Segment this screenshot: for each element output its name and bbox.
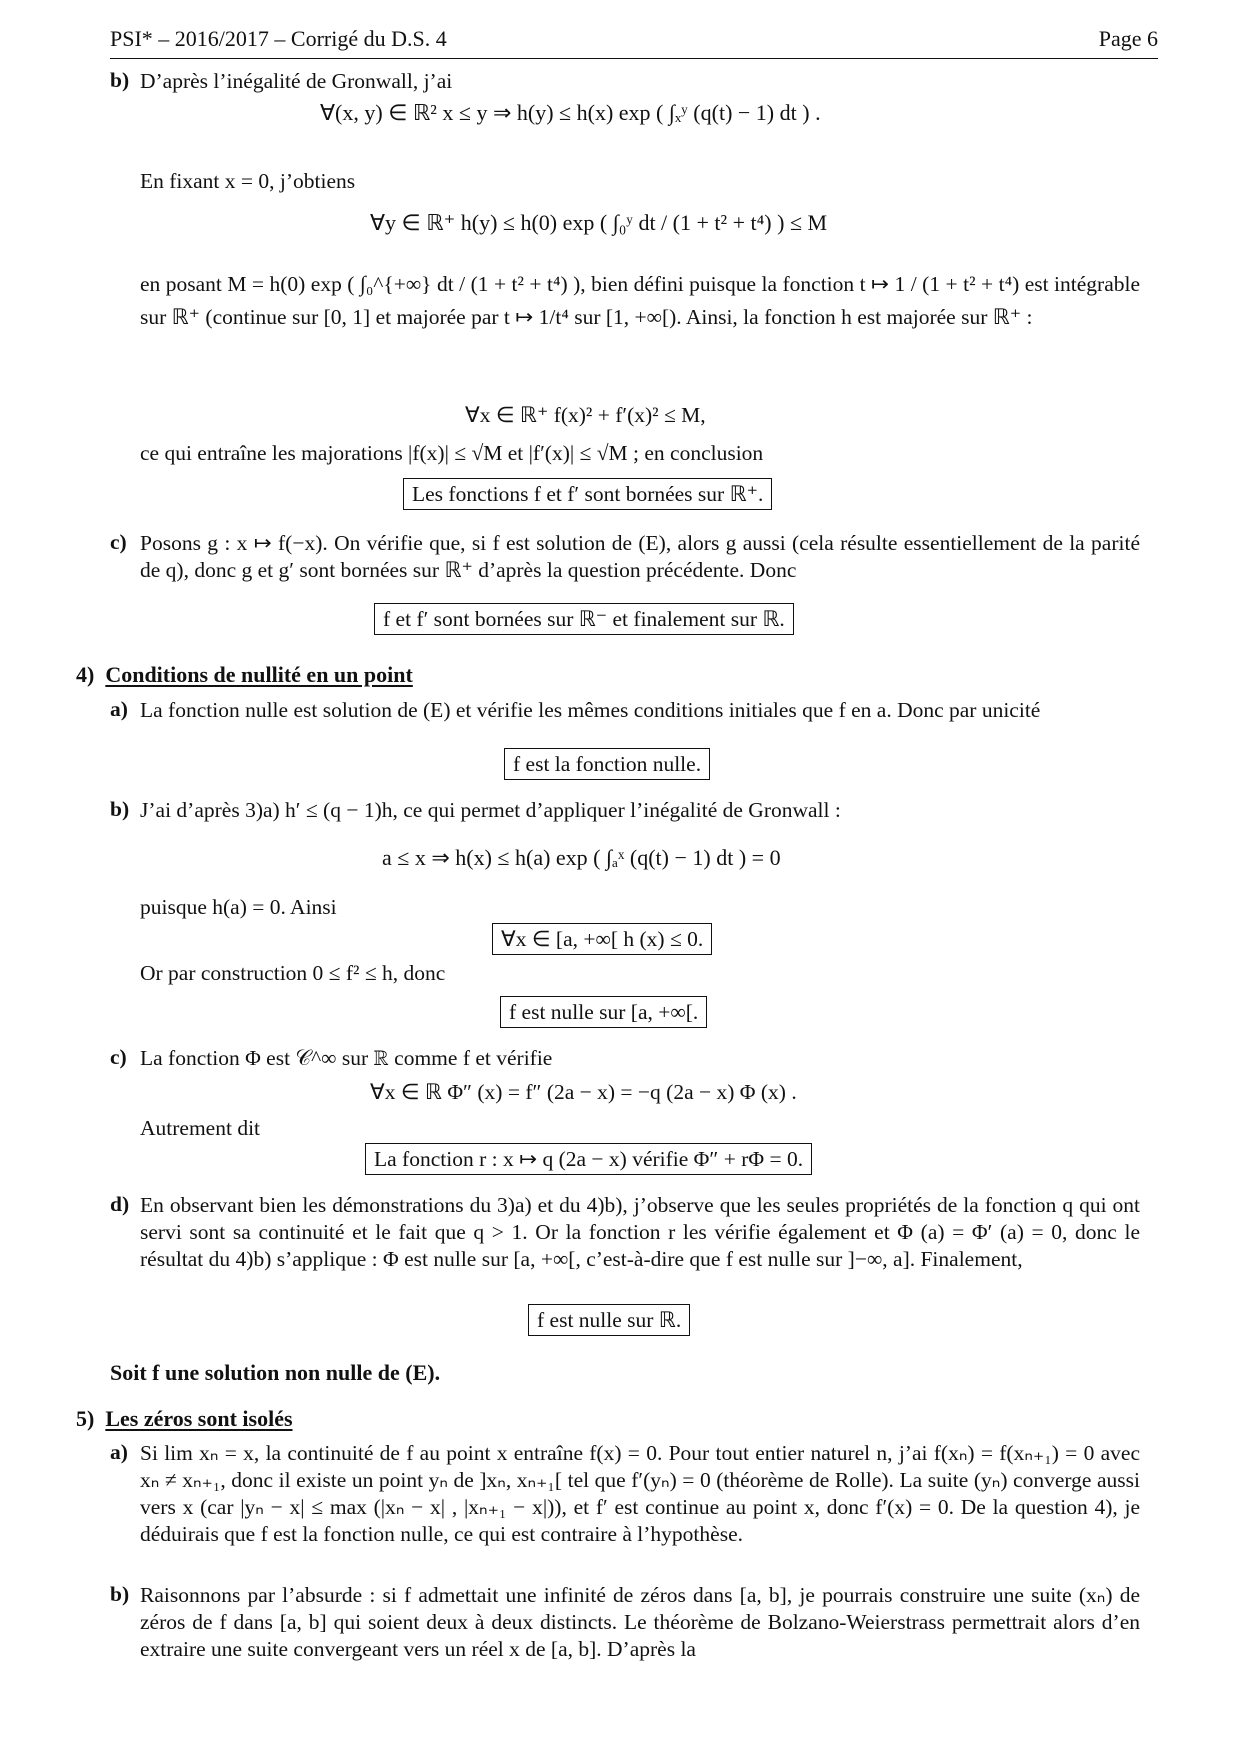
label-3b: b)	[110, 68, 130, 92]
q3b-equation-1: ∀(x, y) ∈ ℝ² x ≤ y ⇒ h(y) ≤ h(x) exp ( ∫ₓʸ (q(t) − 1) dt ) .	[320, 100, 821, 125]
q4b-equation: a ≤ x ⇒ h(x) ≤ h(a) exp ( ∫ₐˣ (q(t) − 1) dt ) = 0	[382, 845, 781, 870]
q4c-text: La fonction Φ est 𝒞^∞ sur ℝ comme f et vérifie	[140, 1046, 553, 1070]
result-box-3c: f et f′ sont bornées sur ℝ⁻ et finalement sur ℝ.	[374, 603, 794, 635]
q4b-construction: Or par construction 0 ≤ f² ≤ h, donc	[140, 961, 446, 985]
q4d-text: En observant bien les démonstrations du 3)a) et du 4)b), j’observe que les seules propriétés de la fonction q qui ont servi sont sa continuité et le fait que q > 1. Or la fonction r les vérifie également et Φ (a) = Φ′ (a) = 0, donc le résultat du 4)b) s’applique : Φ est nulle sur [a, +∞[, c’est-à-dire que f est nulle sur ]−∞, a]. Finalement,	[140, 1193, 1140, 1271]
q3b-definition-M: en posant M = h(0) exp ( ∫₀^{+∞} dt / (1 + t² + t⁴) ), bien défini puisque la fonction t ↦ 1 / (1 + t² + t⁴) est intégrable sur ℝ⁺ (continue sur [0, 1] et majorée par t ↦ 1/t⁴ sur [1, +∞[). Ainsi, la fonction h est majorée sur ℝ⁺ :	[140, 272, 1140, 329]
q4c-equation: ∀x ∈ ℝ Φ″ (x) = f″ (2a − x) = −q (2a − x) Φ (x) .	[370, 1080, 797, 1104]
q3b-equation-2: ∀y ∈ ℝ⁺ h(y) ≤ h(0) exp ( ∫₀ʸ dt / (1 + t² + t⁴) ) ≤ M	[370, 210, 828, 235]
label-4d: d)	[110, 1192, 130, 1216]
q4a-text: La fonction nulle est solution de (E) et vérifie les mêmes conditions initiales que f en a. Donc par unicité	[140, 698, 1041, 722]
q3b-conclusion: ce qui entraîne les majorations |f(x)| ≤ √M et |f′(x)| ≤ √M ; en conclusion	[140, 441, 764, 465]
result-box-4d: f est nulle sur ℝ.	[528, 1304, 690, 1336]
page-header	[110, 24, 1158, 59]
section-5-number: 5)	[76, 1406, 95, 1431]
q3b-equation-3: ∀x ∈ ℝ⁺ f(x)² + f′(x)² ≤ M,	[465, 403, 706, 427]
label-4b: b)	[110, 797, 130, 821]
header-title: PSI* – 2016/2017 – Corrigé du D.S. 4	[110, 26, 447, 51]
section-5-heading	[76, 1406, 293, 1432]
q5a-text: Si lim xₙ = x, la continuité de f au point x entraîne f(x) = 0. Pour tout entier naturel n, j’ai f(xₙ) = f(xₙ₊₁) = 0 avec xₙ ≠ xₙ₊₁, donc il existe un point yₙ de ]xₙ, xₙ₊₁[ tel que f′(yₙ) = 0 (théorème de Rolle). La suite (yₙ) converge aussi vers x (car |yₙ − x| ≤ max (|xₙ − x| , |xₙ₊₁ − x|)), et f′ est continue au point x, donc f′(x) = 0. De la question 4), je déduirais que f est la fonction nulle, ce qui est contraire à l’hypothèse.	[140, 1441, 1140, 1546]
hypothesis-statement: Soit f une solution non nulle de (E).	[110, 1360, 441, 1385]
label-4c: c)	[110, 1045, 127, 1069]
q5b-text: Raisonnons par l’absurde : si f admettait une infinité de zéros dans [a, b], je pourrais construire une suite (xₙ) de zéros de f dans [a, b] qui soient deux à deux distincts. Le théorème de Bolzano-Weierstrass permettrait alors d’en extraire une suite convergeant vers un réel x de [a, b]. D’après la	[140, 1583, 1140, 1661]
label-5a: a)	[110, 1440, 128, 1464]
q3b-intro: D’après l’inégalité de Gronwall, j’ai	[140, 69, 453, 93]
q4c-autrement: Autrement dit	[140, 1116, 261, 1140]
result-box-4c: La fonction r : x ↦ q (2a − x) vérifie Φ″ + rΦ = 0.	[365, 1143, 812, 1175]
q3c-text: Posons g : x ↦ f(−x). On vérifie que, si f est solution de (E), alors g aussi (cela résulte essentiellement de la parité de q), donc g et g′ sont bornées sur ℝ⁺ d’après la question précédente. Donc	[140, 531, 1140, 582]
section-4-title: Conditions de nullité en un point	[105, 662, 413, 687]
page-number: Page 6	[1098, 26, 1158, 51]
label-5b: b)	[110, 1582, 130, 1606]
result-box-4b-2: f est nulle sur [a, +∞[.	[500, 996, 707, 1028]
result-box-4a: f est la fonction nulle.	[504, 748, 710, 780]
q4b-ainsi: puisque h(a) = 0. Ainsi	[140, 895, 337, 919]
section-5-title: Les zéros sont isolés	[105, 1406, 293, 1431]
label-4a: a)	[110, 697, 128, 721]
result-box-4b-1: ∀x ∈ [a, +∞[ h (x) ≤ 0.	[492, 923, 712, 955]
result-box-3b: Les fonctions f et f′ sont bornées sur ℝ⁺.	[403, 478, 772, 510]
label-3c: c)	[110, 530, 127, 554]
section-4-heading	[76, 662, 413, 688]
q4b-text: J’ai d’après 3)a) h′ ≤ (q − 1)h, ce qui permet d’appliquer l’inégalité de Gronwall :	[140, 798, 841, 822]
q3b-fix: En fixant x = 0, j’obtiens	[140, 169, 356, 193]
section-4-number: 4)	[76, 662, 95, 687]
